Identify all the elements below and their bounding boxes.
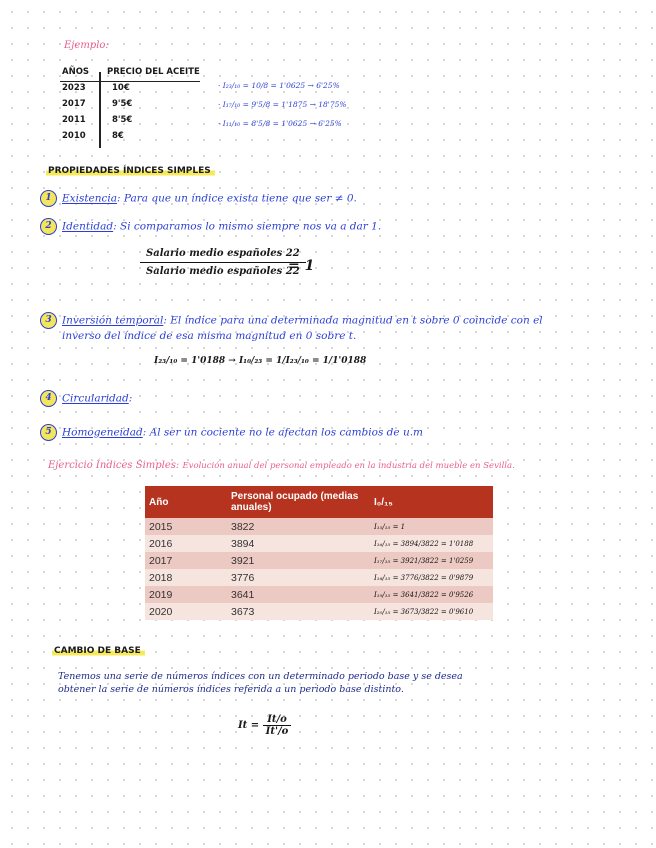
property-item: 5 Homogeneidad: Al ser un cociente no le afectan los cambios de u.m <box>40 424 423 441</box>
property-item: 1 Existencia: Para que un índice exista tiene que ser ≠ 0. <box>40 190 357 207</box>
property-number: 4 <box>40 390 57 407</box>
property-number: 2 <box>40 218 57 235</box>
table-row: 2019 3641 I₁₉/₁₅ = 3641/3822 = 0'9526 <box>145 586 493 603</box>
property-item: 3 Inversión temporal: El índice para una determinada magnitud en t sobre 0 coincide con el <box>40 312 543 329</box>
example-title: Ejemplo: <box>64 40 109 51</box>
property-item: 4 Circularidad: <box>40 390 132 407</box>
price-table-row: 2017 9'5€ <box>62 99 133 109</box>
formula-line: · I₁₁/₁₀ = 8'5/8 = 1'0625 → 6'25% <box>218 119 342 128</box>
change-base-formula: It = $\frac{It/o}{It'/o}$ <box>238 714 291 737</box>
example-formulas <box>218 80 347 129</box>
change-base-heading: CAMBIO DE BASE <box>52 646 145 656</box>
property-item: 2 Identidad: Si comparamos lo mismo siempre nos va a dar 1. <box>40 218 381 235</box>
price-table-header-year: AÑOS <box>62 67 90 77</box>
price-table-header-price: PRECIO DEL ACEITE <box>106 67 200 77</box>
change-base-text: Tenemos una serie de números índices con un determinado periodo base y se desea obtener la serie de números índices referida a un periodo base distinto. <box>58 671 463 695</box>
exercise-title: Ejercicio Índices Simples: Evolución anual del personal empleado en la industria del mueble en Sevilla. <box>48 460 515 471</box>
identity-fraction <box>140 248 306 277</box>
price-table <box>62 64 200 144</box>
property-item-continuation: inverso del índice de esa misma magnitud en 0 sobre t. <box>62 330 357 342</box>
price-table-row: 2011 8'5€ <box>62 115 133 125</box>
property-number: 3 <box>40 312 57 329</box>
table-row: 2015 3822 I₁₅/₁₅ = 1 <box>145 518 493 535</box>
exercise-description: Evolución anual del personal empleado en la industria del mueble en Sevilla. <box>182 461 515 471</box>
price-table-row: 2010 8€ <box>62 131 124 141</box>
inverse-formula: I₂₃/₁₀ = 1'0188 → I₁₀/₂₃ = 1/I₂₃/₁₀ = 1/1'0188 <box>154 356 367 366</box>
fraction-numerator: Salario medio españoles 22 <box>140 248 306 263</box>
formula-line: · I₁₇/₁₀ = 9'5/8 = 1'1875 → 18'75% <box>218 100 347 109</box>
price-table-row: 2023 10€ <box>62 83 130 93</box>
column-header-personal: Personal ocupado (medias anuales) <box>227 486 370 518</box>
table-row: 2016 3894 I₁₆/₁₅ = 3894/3822 = 1'0188 <box>145 535 493 552</box>
formula-line: · I₂₃/₁₀ = 10/8 = 1'0625 → 6'25% <box>218 81 340 90</box>
property-number: 5 <box>40 424 57 441</box>
property-number: 1 <box>40 190 57 207</box>
column-header-year: Año <box>145 486 227 518</box>
fraction-result: = 1 <box>288 258 315 274</box>
table-row: 2018 3776 I₁₈/₁₅ = 3776/3822 = 0'9879 <box>145 569 493 586</box>
employment-table <box>145 486 493 620</box>
column-header-index: I₀/₁₅ <box>370 486 493 518</box>
table-row: 2017 3921 I₁₇/₁₅ = 3921/3822 = 1'0259 <box>145 552 493 569</box>
table-row: 2020 3673 I₂₀/₁₅ = 3673/3822 = 0'9610 <box>145 603 493 620</box>
properties-heading: PROPIEDADES ÍNDICES SIMPLES <box>46 166 215 176</box>
fraction-denominator: Salario medio españoles 22 <box>146 266 300 277</box>
